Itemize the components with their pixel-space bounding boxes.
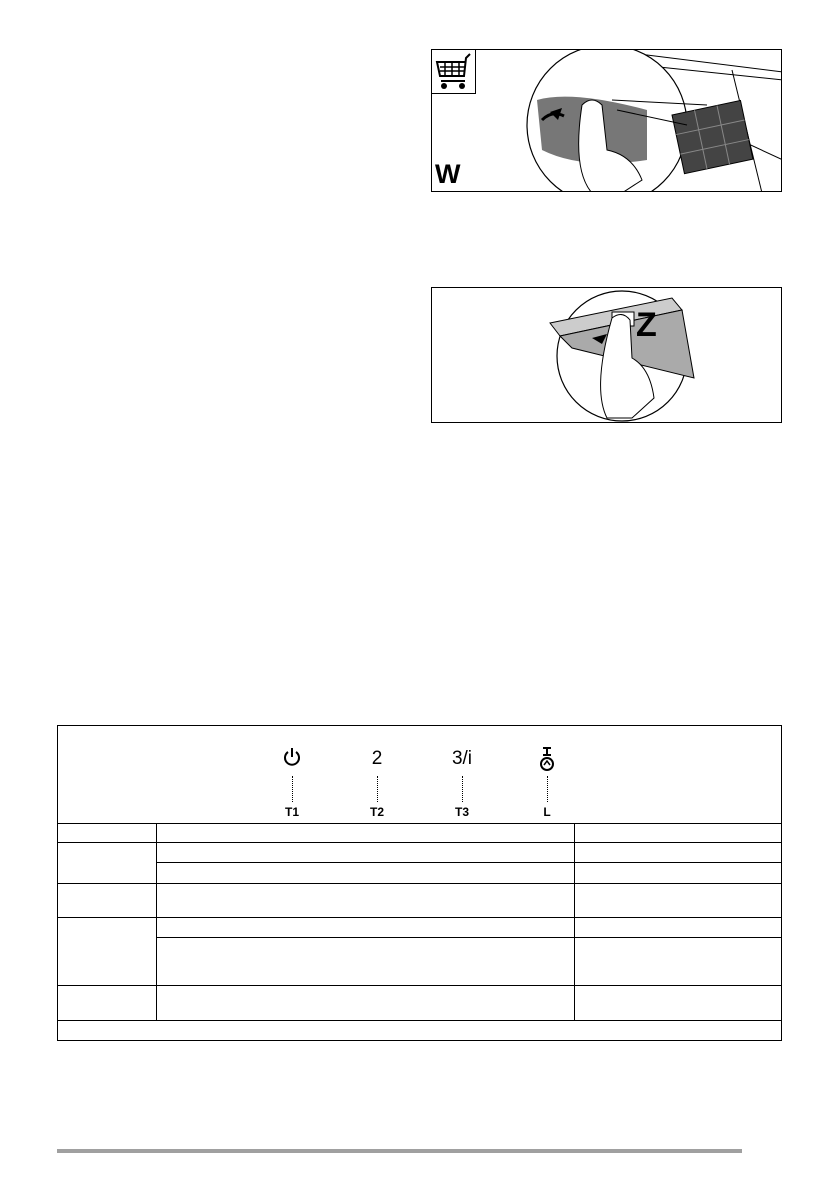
- light-icon: [527, 746, 567, 772]
- spare-part-box: [432, 50, 476, 94]
- filter-removal-illustration: [432, 50, 782, 192]
- speed-3-intensive-button: [442, 746, 482, 819]
- table-rule: [58, 1020, 781, 1021]
- speed-3-intensive-icon: 3/i: [451, 748, 473, 769]
- table-rule: [58, 917, 781, 918]
- control-panel-diagram: [58, 726, 781, 823]
- table-rule: [156, 937, 781, 938]
- control-label: L: [543, 805, 551, 819]
- figure-label: W: [435, 159, 461, 189]
- table-rule: [58, 823, 781, 824]
- shopping-cart-icon: [432, 50, 476, 94]
- footer-rule: [57, 1149, 742, 1153]
- figure-z: [431, 287, 782, 423]
- control-label: T3: [454, 805, 469, 819]
- control-label: T2: [369, 805, 384, 819]
- table-rule: [58, 985, 781, 986]
- power-button: [272, 746, 312, 819]
- table-column-rule: [156, 823, 157, 1020]
- power-icon: [272, 746, 312, 772]
- table-rule: [58, 883, 781, 884]
- control-panel-table: [57, 725, 782, 1041]
- table-rule: [156, 862, 781, 863]
- control-label: T1: [284, 805, 299, 819]
- speed-2-button: [357, 746, 397, 819]
- table-rule: [58, 842, 781, 843]
- grease-filter-illustration: [432, 288, 782, 423]
- light-button: [527, 746, 567, 819]
- figure-w: [431, 49, 782, 192]
- speed-2-icon: 2: [371, 748, 383, 769]
- figure-label: Z: [636, 306, 657, 344]
- table-column-rule: [574, 823, 575, 1020]
